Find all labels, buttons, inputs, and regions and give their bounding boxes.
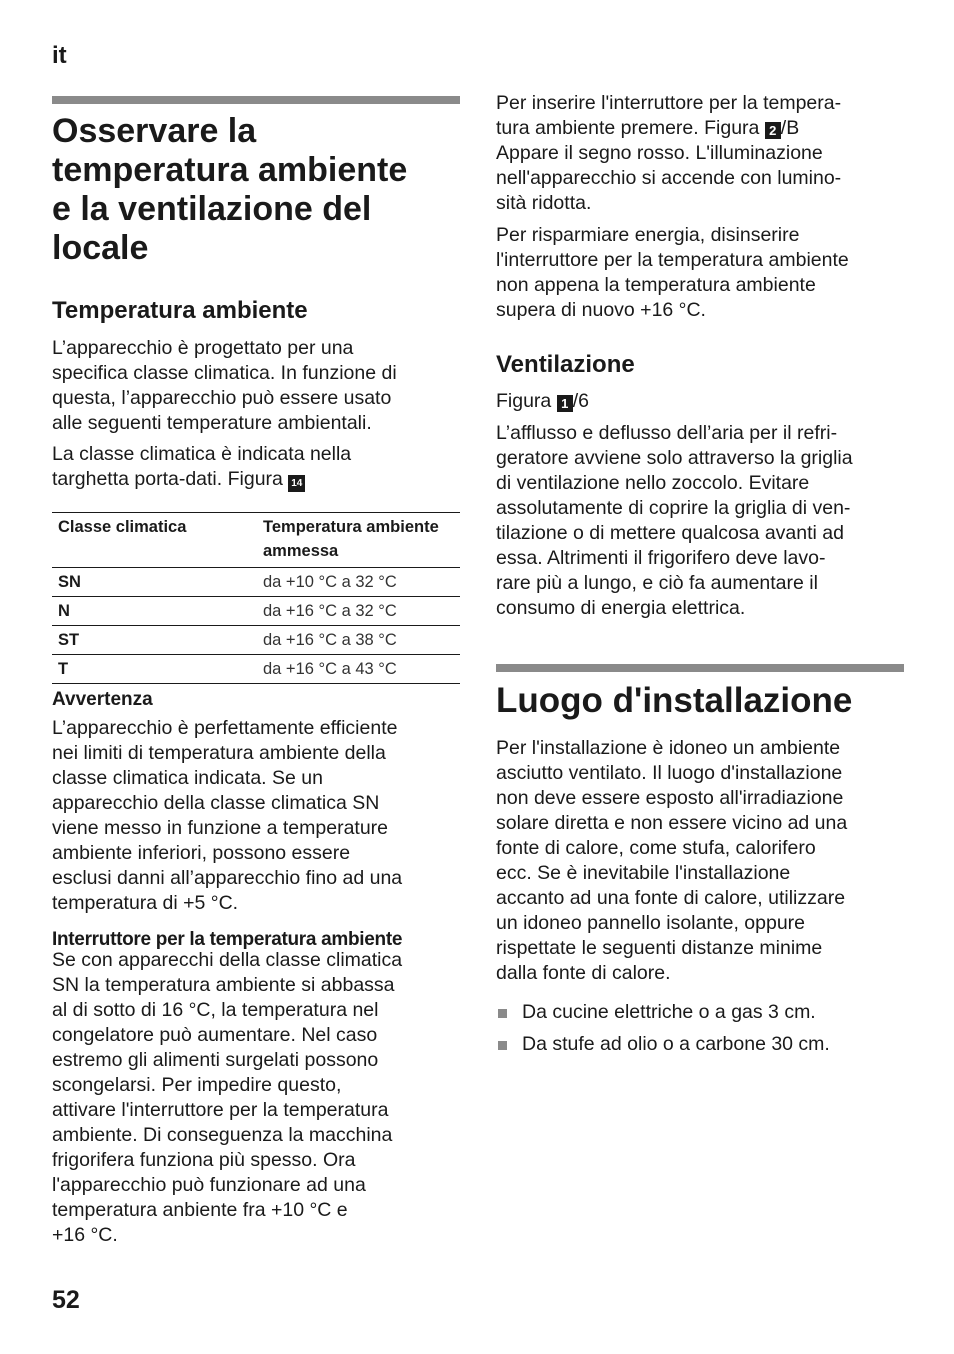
class-cell: N [52, 597, 257, 626]
text-line: ambiente inferiori, possono essere [52, 842, 351, 864]
paragraph-class-info [52, 442, 472, 492]
figure-reference-badge: 1 [557, 395, 573, 412]
text-line: non deve essere esposto all'irradiazione [496, 787, 844, 809]
range-cell: da +16 °C a 43 °C [257, 655, 460, 684]
climate-class-table [52, 512, 460, 684]
figure-reference-badge: 14 [288, 475, 305, 492]
table-row [52, 655, 460, 684]
text-line: specifica classe climatica. In funzione di [52, 362, 397, 384]
text-line: al di sotto di 16 °C, la temperatura nel [52, 999, 379, 1021]
text-line: ecc. Se è inevitabile l'installazione [496, 862, 791, 884]
list-item [496, 1032, 916, 1057]
text-line: geratore avviene solo attraverso la griglia [496, 447, 853, 469]
page-number: 52 [52, 1286, 80, 1314]
text-line: classe climatica indicata. Se un [52, 767, 323, 789]
ventilation-figure-ref [496, 389, 589, 414]
switch-paragraph [52, 948, 472, 1248]
distance-list [496, 1000, 916, 1064]
text-span: tura ambiente premere. Figura [496, 117, 760, 139]
table-header-row [52, 513, 460, 568]
title-line: locale [52, 229, 149, 267]
title-line: temperatura ambiente [52, 151, 408, 189]
language-marker: it [52, 42, 67, 69]
text-line: asciutto ventilato. Il luogo d'installazione [496, 762, 843, 784]
list-item-text: Da stufe ad olio o a carbone 30 cm. [522, 1033, 830, 1055]
paragraph-intro [52, 336, 472, 436]
text-line: un idoneo pannello isolante, oppure [496, 912, 806, 934]
text-line: viene messo in funzione a temperature [52, 817, 389, 839]
text-line: La classe climatica è indicata nella [52, 443, 352, 465]
text-line: tilazione o di mettere qualcosa avanti ad [496, 522, 844, 544]
ventilation-paragraph [496, 421, 916, 621]
text-line: nell'apparecchio si accende con lumino- [496, 167, 842, 189]
range-cell: da +10 °C a 32 °C [257, 568, 460, 597]
range-cell: da +16 °C a 32 °C [257, 597, 460, 626]
section-rule [496, 664, 904, 672]
text-line: L’afflusso e deflusso dell’aria per il refri- [496, 422, 838, 444]
text-line: SN la temperatura ambiente si abbassa [52, 974, 395, 996]
text-line: temperatura di +5 °C. [52, 892, 239, 914]
header-temperatura: Temperatura ambiente ammessa [257, 513, 460, 568]
text-line: non appena la temperatura ambiente [496, 274, 816, 296]
text-line: dalla fonte di calore. [496, 962, 671, 984]
table-row [52, 597, 460, 626]
table-row [52, 568, 460, 597]
text-line: ambiente. Di conseguenza la macchina [52, 1124, 393, 1146]
text-line [496, 116, 916, 141]
text-line: frigorifera funziona più spesso. Ora [52, 1149, 356, 1171]
text-line: nei limiti di temperatura ambiente della [52, 742, 386, 764]
text-line: congelatore può aumentare. Nel caso [52, 1024, 378, 1046]
class-cell: T [52, 655, 257, 684]
switch-paragraph-continued [496, 91, 916, 216]
text-line: scongelarsi. Per impedire questo, [52, 1074, 342, 1096]
text-line: +16 °C. [52, 1224, 118, 1246]
text-line: Per l'installazione è idoneo un ambiente [496, 737, 841, 759]
section-rule [52, 96, 460, 104]
class-cell: ST [52, 626, 257, 655]
list-item-text: Da cucine elettriche o a gas 3 cm. [522, 1001, 816, 1023]
text-line [52, 467, 472, 492]
text-line: apparecchio della classe climatica SN [52, 792, 380, 814]
list-item [496, 1000, 916, 1025]
text-line: alle seguenti temperature ambientali. [52, 412, 372, 434]
text-line: rare più a lungo, e ciò fa aumentare il [496, 572, 818, 594]
page-title [52, 112, 472, 268]
switch-title: Interruttore per la temperatura ambiente [52, 929, 403, 950]
text-line: solare diretta e non essere vicino ad una [496, 812, 848, 834]
note-paragraph [52, 716, 472, 916]
text-line: supera di nuovo +16 °C. [496, 299, 706, 321]
text-line: assolutamente di coprire la griglia di ven- [496, 497, 851, 519]
table-row [52, 626, 460, 655]
text-line: Per inserire l'interruttore per la tempera- [496, 92, 842, 114]
text-line: Se con apparecchi della classe climatica [52, 949, 403, 971]
range-cell: da +16 °C a 38 °C [257, 626, 460, 655]
text-line: fonte di calore, come stufa, calorifero [496, 837, 816, 859]
text-line: questa, l’apparecchio può essere usato [52, 387, 392, 409]
header-classe: Classe climatica [52, 513, 257, 568]
text-line: esclusi danni all’apparecchio fino ad una [52, 867, 403, 889]
text-line: temperatura anbiente fra +10 °C e [52, 1199, 348, 1221]
text-line: rispettate le seguenti distanze minime [496, 937, 823, 959]
bullet-square-icon [498, 1009, 507, 1018]
text-line: essa. Altrimenti il frigorifero deve lavo- [496, 547, 826, 569]
text-line: consumo di energia elettrica. [496, 597, 746, 619]
text-span: /B [780, 117, 800, 139]
installation-paragraph [496, 736, 916, 986]
bullet-square-icon [498, 1041, 507, 1050]
text-line: Per risparmiare energia, disinserire [496, 224, 800, 246]
text-span: /6 [572, 390, 589, 412]
text-line: di ventilazione nello zoccolo. Evitare [496, 472, 810, 494]
title-line: Osservare la [52, 112, 257, 150]
text-span: Figura [496, 390, 552, 412]
class-cell: SN [52, 568, 257, 597]
text-line: l'apparecchio può funzionare ad una [52, 1174, 366, 1196]
note-title: Avvertenza [52, 689, 153, 710]
text-line: attivare l'interruttore per la temperatura [52, 1099, 389, 1121]
title-line: e la ventilazione del [52, 190, 372, 228]
text-line: sità ridotta. [496, 192, 592, 214]
section-title-ventilazione: Ventilazione [496, 351, 635, 378]
section-title-temperatura: Temperatura ambiente [52, 297, 308, 324]
text-line: l'interruttore per la temperatura ambiente [496, 249, 849, 271]
figure-reference-badge: 2 [765, 122, 781, 139]
text-span: targhetta porta-dati. Figura [52, 468, 283, 490]
text-line: Appare il segno rosso. L'illuminazione [496, 142, 823, 164]
text-line: L’apparecchio è progettato per una [52, 337, 354, 359]
text-line: accanto ad una fonte di calore, utilizzare [496, 887, 846, 909]
text-line: L’apparecchio è perfettamente efficiente [52, 717, 398, 739]
section-title-installazione: Luogo d'installazione [496, 681, 853, 720]
energy-paragraph [496, 223, 916, 323]
text-line: estremo gli alimenti surgelati possono [52, 1049, 379, 1071]
